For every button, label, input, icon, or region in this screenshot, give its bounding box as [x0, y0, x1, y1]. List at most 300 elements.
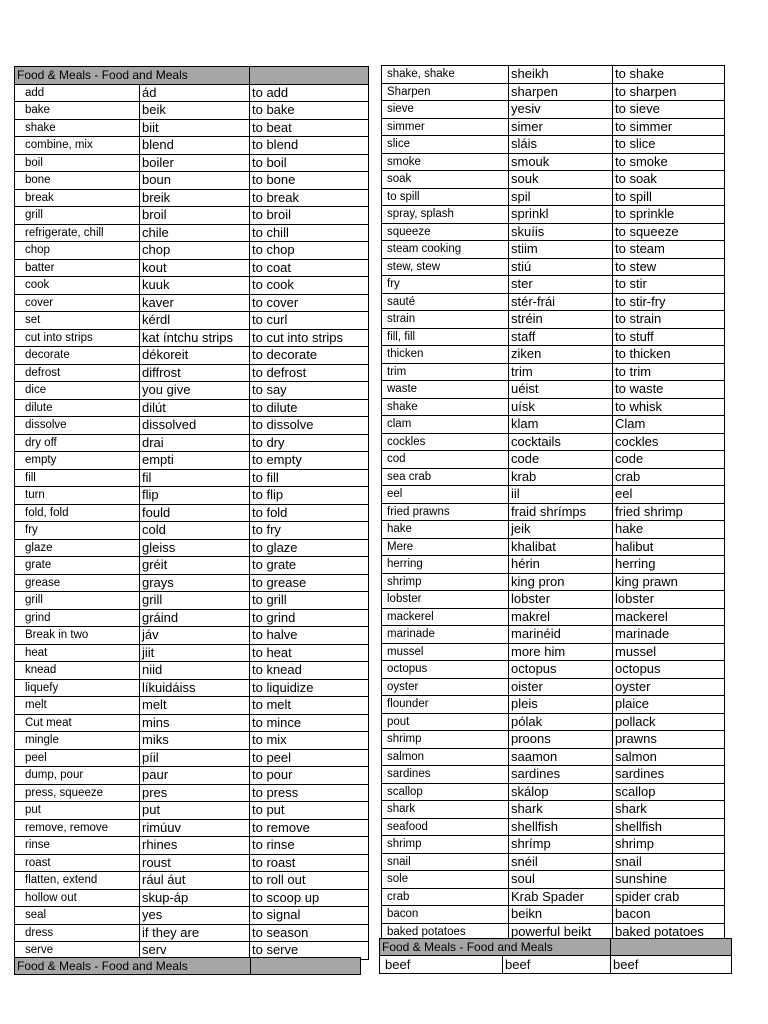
pronunciation: dékoreit: [140, 347, 250, 365]
table-row: [380, 956, 732, 974]
spanish-word: thicken: [382, 346, 509, 364]
english-word: baked potatoes: [613, 923, 725, 941]
pronunciation: sláis: [509, 136, 613, 154]
spanish-word: to spill: [382, 188, 509, 206]
pronunciation: kuuk: [140, 277, 250, 295]
pronunciation: king pron: [509, 573, 613, 591]
spanish-word: empty: [15, 452, 140, 470]
table-row: [382, 346, 725, 364]
spanish-word: flatten, extend: [15, 872, 140, 890]
spanish-word: Sharpen: [382, 83, 509, 101]
left-header-blank: [250, 67, 369, 85]
pronunciation: diffrost: [140, 364, 250, 382]
pronunciation: gráind: [140, 609, 250, 627]
english-word: to peel: [250, 749, 369, 767]
spanish-word: dress: [15, 924, 140, 942]
table-row: [15, 399, 369, 417]
table-row: [382, 853, 725, 871]
table-row: [15, 574, 369, 592]
pronunciation: snéil: [509, 853, 613, 871]
english-word: to blend: [250, 137, 369, 155]
spanish-word: bake: [15, 102, 140, 120]
table-row: [15, 434, 369, 452]
english-word: to fill: [250, 469, 369, 487]
spanish-word: beef: [380, 956, 503, 974]
right-vocab-table: [381, 65, 725, 941]
pronunciation: grays: [140, 574, 250, 592]
spanish-word: eel: [382, 486, 509, 504]
table-row: [382, 661, 725, 679]
spanish-word: set: [15, 312, 140, 330]
english-word: to slice: [613, 136, 725, 154]
table-row: [15, 487, 369, 505]
english-word: to roll out: [250, 872, 369, 890]
spanish-word: pout: [382, 713, 509, 731]
table-row: [15, 662, 369, 680]
english-word: to spill: [613, 188, 725, 206]
pronunciation: cocktails: [509, 433, 613, 451]
table-row: [382, 381, 725, 399]
pronunciation: you give: [140, 382, 250, 400]
right-footer-table: [379, 938, 732, 974]
spanish-word: combine, mix: [15, 137, 140, 155]
table-row: [382, 241, 725, 259]
english-word: plaice: [613, 696, 725, 714]
spanish-word: bacon: [382, 906, 509, 924]
english-word: to sharpen: [613, 83, 725, 101]
english-word: to put: [250, 802, 369, 820]
pronunciation: sheikh: [509, 66, 613, 84]
spanish-word: mackerel: [382, 608, 509, 626]
pronunciation: sardines: [509, 766, 613, 784]
pronunciation: stér-frái: [509, 293, 613, 311]
spanish-word: crab: [382, 888, 509, 906]
english-word: king prawn: [613, 573, 725, 591]
pronunciation: cold: [140, 522, 250, 540]
pronunciation: drai: [140, 434, 250, 452]
english-word: prawns: [613, 731, 725, 749]
english-word: to sieve: [613, 101, 725, 119]
spanish-word: shake, shake: [382, 66, 509, 84]
pronunciation: octopus: [509, 661, 613, 679]
pronunciation: Krab Spader: [509, 888, 613, 906]
pronunciation: beik: [140, 102, 250, 120]
pronunciation: smouk: [509, 153, 613, 171]
english-word: to remove: [250, 819, 369, 837]
english-word: to bake: [250, 102, 369, 120]
spanish-word: break: [15, 189, 140, 207]
pronunciation: flip: [140, 487, 250, 505]
table-row: [15, 189, 369, 207]
spanish-word: stew, stew: [382, 258, 509, 276]
spanish-word: Break in two: [15, 627, 140, 645]
english-word: to curl: [250, 312, 369, 330]
pronunciation: rimúuv: [140, 819, 250, 837]
pronunciation: blend: [140, 137, 250, 155]
pronunciation: chile: [140, 224, 250, 242]
english-word: to stuff: [613, 328, 725, 346]
spanish-word: fry: [382, 276, 509, 294]
pronunciation: rhines: [140, 837, 250, 855]
pronunciation: mins: [140, 714, 250, 732]
pronunciation: proons: [509, 731, 613, 749]
english-word: eel: [613, 486, 725, 504]
table-row: [382, 836, 725, 854]
spanish-word: herring: [382, 556, 509, 574]
pronunciation: kaver: [140, 294, 250, 312]
spanish-word: liquefy: [15, 679, 140, 697]
english-word: shark: [613, 801, 725, 819]
table-row: [15, 627, 369, 645]
table-row: [382, 293, 725, 311]
pronunciation: more him: [509, 643, 613, 661]
english-word: to defrost: [250, 364, 369, 382]
spanish-word: sieve: [382, 101, 509, 119]
spanish-word: mussel: [382, 643, 509, 661]
english-word: to thicken: [613, 346, 725, 364]
spanish-word: boil: [15, 154, 140, 172]
english-word: to trim: [613, 363, 725, 381]
pronunciation: píil: [140, 749, 250, 767]
english-word: to knead: [250, 662, 369, 680]
english-word: crab: [613, 468, 725, 486]
english-word: sardines: [613, 766, 725, 784]
spanish-word: sole: [382, 871, 509, 889]
table-row: [382, 696, 725, 714]
english-word: to grill: [250, 592, 369, 610]
english-word: to scoop up: [250, 889, 369, 907]
spanish-word: roast: [15, 854, 140, 872]
table-row: [15, 679, 369, 697]
pronunciation: boun: [140, 172, 250, 190]
table-row: [382, 556, 725, 574]
table-row: [15, 364, 369, 382]
spanish-word: lobster: [382, 591, 509, 609]
table-row: [382, 101, 725, 119]
spanish-word: dissolve: [15, 417, 140, 435]
table-row: [382, 713, 725, 731]
spanish-word: salmon: [382, 748, 509, 766]
table-row: [15, 557, 369, 575]
table-row: [382, 731, 725, 749]
spanish-word: steam cooking: [382, 241, 509, 259]
table-row: [382, 433, 725, 451]
english-word: to cook: [250, 277, 369, 295]
spanish-word: remove, remove: [15, 819, 140, 837]
table-row: [382, 171, 725, 189]
english-word: lobster: [613, 591, 725, 609]
spanish-word: dice: [15, 382, 140, 400]
pronunciation: pleis: [509, 696, 613, 714]
pronunciation: shellfish: [509, 818, 613, 836]
pronunciation: uéist: [509, 381, 613, 399]
table-row: [15, 504, 369, 522]
pronunciation: fraid shrímps: [509, 503, 613, 521]
english-word: shrimp: [613, 836, 725, 854]
table-row: [382, 888, 725, 906]
english-word: to pour: [250, 767, 369, 785]
pronunciation: simer: [509, 118, 613, 136]
english-word: to empty: [250, 452, 369, 470]
spanish-word: squeeze: [382, 223, 509, 241]
pronunciation: empti: [140, 452, 250, 470]
pronunciation: if they are: [140, 924, 250, 942]
table-row: [382, 223, 725, 241]
spanish-word: dry off: [15, 434, 140, 452]
left-footer-header: [14, 957, 361, 975]
table-row: [15, 819, 369, 837]
english-word: to glaze: [250, 539, 369, 557]
table-row: [15, 224, 369, 242]
table-row: [15, 854, 369, 872]
english-word: code: [613, 451, 725, 469]
english-word: to strain: [613, 311, 725, 329]
pronunciation: gréit: [140, 557, 250, 575]
english-word: to roast: [250, 854, 369, 872]
pronunciation: broil: [140, 207, 250, 225]
english-word: to dissolve: [250, 417, 369, 435]
table-row: [15, 207, 369, 225]
pronunciation: fould: [140, 504, 250, 522]
spanish-word: put: [15, 802, 140, 820]
spanish-word: shrimp: [382, 573, 509, 591]
table-row: [15, 347, 369, 365]
table-row: [15, 522, 369, 540]
english-word: oyster: [613, 678, 725, 696]
english-word: bacon: [613, 906, 725, 924]
spanish-word: strain: [382, 311, 509, 329]
table-row: [382, 818, 725, 836]
table-row: [15, 784, 369, 802]
pronunciation: stiim: [509, 241, 613, 259]
table-row: [15, 644, 369, 662]
table-row: [382, 503, 725, 521]
english-word: to heat: [250, 644, 369, 662]
english-word: sunshine: [613, 871, 725, 889]
table-row: [15, 872, 369, 890]
spanish-word: serve: [15, 942, 140, 960]
table-row: [15, 697, 369, 715]
english-word: to coat: [250, 259, 369, 277]
spanish-word: waste: [382, 381, 509, 399]
pronunciation: gleiss: [140, 539, 250, 557]
table-row: [382, 188, 725, 206]
table-row: [382, 748, 725, 766]
spanish-word: fried prawns: [382, 503, 509, 521]
spanish-word: rinse: [15, 837, 140, 855]
pronunciation: yes: [140, 907, 250, 925]
pronunciation: niid: [140, 662, 250, 680]
spanish-word: scallop: [382, 783, 509, 801]
english-word: to shake: [613, 66, 725, 84]
spanish-word: spray, splash: [382, 206, 509, 224]
english-word: to dry: [250, 434, 369, 452]
english-word: marinade: [613, 626, 725, 644]
table-row: [15, 382, 369, 400]
right-footer-header: [380, 939, 732, 956]
table-row: [382, 486, 725, 504]
english-word: to fry: [250, 522, 369, 540]
table-row: [15, 609, 369, 627]
pronunciation: sharpen: [509, 83, 613, 101]
spanish-word: cook: [15, 277, 140, 295]
table-row: [15, 924, 369, 942]
table-row: [382, 328, 725, 346]
spanish-word: dilute: [15, 399, 140, 417]
table-row: [382, 398, 725, 416]
pronunciation: powerful beikt: [509, 923, 613, 941]
pronunciation: fil: [140, 469, 250, 487]
english-word: to chill: [250, 224, 369, 242]
english-word: to boil: [250, 154, 369, 172]
pronunciation: skálop: [509, 783, 613, 801]
pronunciation: saamon: [509, 748, 613, 766]
english-word: mackerel: [613, 608, 725, 626]
english-word: spider crab: [613, 888, 725, 906]
pronunciation: dilút: [140, 399, 250, 417]
english-word: to fold: [250, 504, 369, 522]
table-row: [382, 276, 725, 294]
right-footer-blank: [611, 939, 732, 956]
english-word: shellfish: [613, 818, 725, 836]
pronunciation: put: [140, 802, 250, 820]
left-footer-blank: [251, 958, 361, 975]
english-word: to signal: [250, 907, 369, 925]
pronunciation: lobster: [509, 591, 613, 609]
spanish-word: decorate: [15, 347, 140, 365]
english-word: snail: [613, 853, 725, 871]
english-word: to soak: [613, 171, 725, 189]
english-word: to halve: [250, 627, 369, 645]
table-row: [382, 451, 725, 469]
pronunciation: staff: [509, 328, 613, 346]
english-word: to simmer: [613, 118, 725, 136]
pronunciation: kout: [140, 259, 250, 277]
pronunciation: skup-áp: [140, 889, 250, 907]
table-row: [382, 766, 725, 784]
left-table-header: [15, 67, 369, 85]
english-word: to squeeze: [613, 223, 725, 241]
spanish-word: grease: [15, 574, 140, 592]
table-row: [382, 66, 725, 84]
table-row: [15, 592, 369, 610]
spanish-word: marinade: [382, 626, 509, 644]
pronunciation: khalibat: [509, 538, 613, 556]
english-word: to mince: [250, 714, 369, 732]
english-word: to flip: [250, 487, 369, 505]
english-word: to grate: [250, 557, 369, 575]
spanish-word: knead: [15, 662, 140, 680]
english-word: octopus: [613, 661, 725, 679]
spanish-word: cut into strips: [15, 329, 140, 347]
table-row: [15, 417, 369, 435]
spanish-word: simmer: [382, 118, 509, 136]
english-word: to decorate: [250, 347, 369, 365]
spanish-word: bone: [15, 172, 140, 190]
pronunciation: beef: [503, 956, 611, 974]
table-row: [382, 206, 725, 224]
spanish-word: shake: [15, 119, 140, 137]
table-row: [15, 242, 369, 260]
table-row: [382, 573, 725, 591]
spanish-word: chop: [15, 242, 140, 260]
pronunciation: jeik: [509, 521, 613, 539]
spanish-word: Cut meat: [15, 714, 140, 732]
english-word: to sprinkle: [613, 206, 725, 224]
pronunciation: uísk: [509, 398, 613, 416]
spanish-word: shake: [382, 398, 509, 416]
spanish-word: baked potatoes: [382, 923, 509, 941]
pronunciation: stiú: [509, 258, 613, 276]
english-word: to mix: [250, 732, 369, 750]
spanish-word: cod: [382, 451, 509, 469]
english-word: beef: [611, 956, 732, 974]
spanish-word: slice: [382, 136, 509, 154]
english-word: to beat: [250, 119, 369, 137]
spanish-word: dump, pour: [15, 767, 140, 785]
english-word: cockles: [613, 433, 725, 451]
pronunciation: klam: [509, 416, 613, 434]
table-row: [382, 363, 725, 381]
english-word: to waste: [613, 381, 725, 399]
table-row: [15, 154, 369, 172]
pronunciation: ziken: [509, 346, 613, 364]
english-word: to melt: [250, 697, 369, 715]
pronunciation: shrímp: [509, 836, 613, 854]
table-row: [382, 311, 725, 329]
english-word: to say: [250, 382, 369, 400]
pronunciation: jiit: [140, 644, 250, 662]
table-row: [382, 626, 725, 644]
pronunciation: miks: [140, 732, 250, 750]
english-word: to steam: [613, 241, 725, 259]
left-vocab-table: [14, 66, 369, 960]
spanish-word: turn: [15, 487, 140, 505]
pronunciation: beikn: [509, 906, 613, 924]
pronunciation: roust: [140, 854, 250, 872]
table-row: [15, 329, 369, 347]
table-row: [382, 801, 725, 819]
table-row: [382, 591, 725, 609]
spanish-word: hake: [382, 521, 509, 539]
table-row: [382, 538, 725, 556]
pronunciation: melt: [140, 697, 250, 715]
table-row: [15, 119, 369, 137]
pronunciation: pólak: [509, 713, 613, 731]
english-word: to season: [250, 924, 369, 942]
english-word: to add: [250, 84, 369, 102]
english-word: to grease: [250, 574, 369, 592]
pronunciation: yesiv: [509, 101, 613, 119]
english-word: to bone: [250, 172, 369, 190]
spanish-word: sea crab: [382, 468, 509, 486]
table-row: [382, 83, 725, 101]
spanish-word: Mere: [382, 538, 509, 556]
spanish-word: snail: [382, 853, 509, 871]
spanish-word: fry: [15, 522, 140, 540]
table-row: [15, 837, 369, 855]
spanish-word: heat: [15, 644, 140, 662]
table-row: [382, 136, 725, 154]
pronunciation: code: [509, 451, 613, 469]
table-row: [382, 521, 725, 539]
spanish-word: grind: [15, 609, 140, 627]
pronunciation: iil: [509, 486, 613, 504]
spanish-word: refrigerate, chill: [15, 224, 140, 242]
pronunciation: biit: [140, 119, 250, 137]
spanish-word: melt: [15, 697, 140, 715]
table-row: [382, 416, 725, 434]
